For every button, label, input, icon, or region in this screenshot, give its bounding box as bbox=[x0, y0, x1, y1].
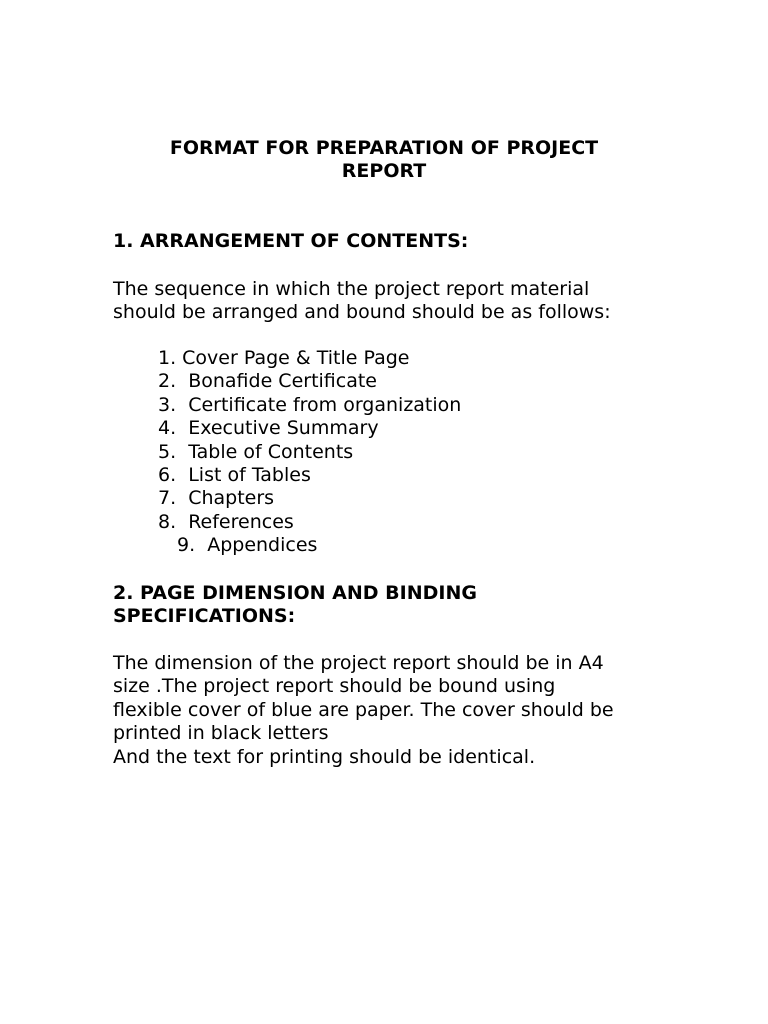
section-2-heading-line-1: 2. PAGE DIMENSION AND BINDING bbox=[113, 582, 477, 604]
section-2-body-line-1: The dimension of the project report should be in A4 bbox=[113, 652, 604, 674]
list-item: 9. Appendices bbox=[177, 534, 318, 557]
section-1-intro bbox=[113, 278, 611, 325]
document-title-line-2: REPORT bbox=[341, 160, 427, 182]
document-title-line-1: FORMAT FOR PREPARATION OF PROJECT bbox=[169, 137, 599, 159]
list-item: 4. Executive Summary bbox=[158, 417, 379, 440]
section-1-heading-text: 1. ARRANGEMENT OF CONTENTS: bbox=[113, 230, 469, 252]
list-item: 5. Table of Contents bbox=[158, 440, 354, 463]
section-1-intro-line-1: The sequence in which the project report material bbox=[113, 278, 590, 300]
section-1-heading bbox=[113, 230, 468, 253]
section-2-body-line-4: printed in black letters bbox=[113, 722, 329, 745]
contents-list bbox=[0, 347, 461, 558]
list-item: 3. Certificate from organization bbox=[158, 393, 462, 416]
list-item: 8. References bbox=[158, 510, 294, 533]
section-2-body-line-3: flexible cover of blue are paper. The cover should be bbox=[113, 698, 614, 721]
list-item: 1. Cover Page & Title Page bbox=[158, 347, 410, 369]
list-item: 7. Chapters bbox=[158, 487, 275, 510]
section-2-body-line-5: And the text for printing should be identical. bbox=[113, 745, 536, 768]
section-2-body-line-2: size .The project report should be bound using bbox=[113, 675, 556, 698]
section-2-body bbox=[113, 652, 614, 769]
document-title bbox=[114, 137, 654, 183]
section-2-heading-line-2: SPECIFICATIONS: bbox=[113, 605, 296, 627]
section-2-heading bbox=[113, 582, 477, 628]
list-item: 6. List of Tables bbox=[158, 464, 311, 487]
list-item: 2. Bonafide Certificate bbox=[158, 370, 378, 393]
section-1-intro-line-2: should be arranged and bound should be as follows: bbox=[113, 301, 611, 324]
